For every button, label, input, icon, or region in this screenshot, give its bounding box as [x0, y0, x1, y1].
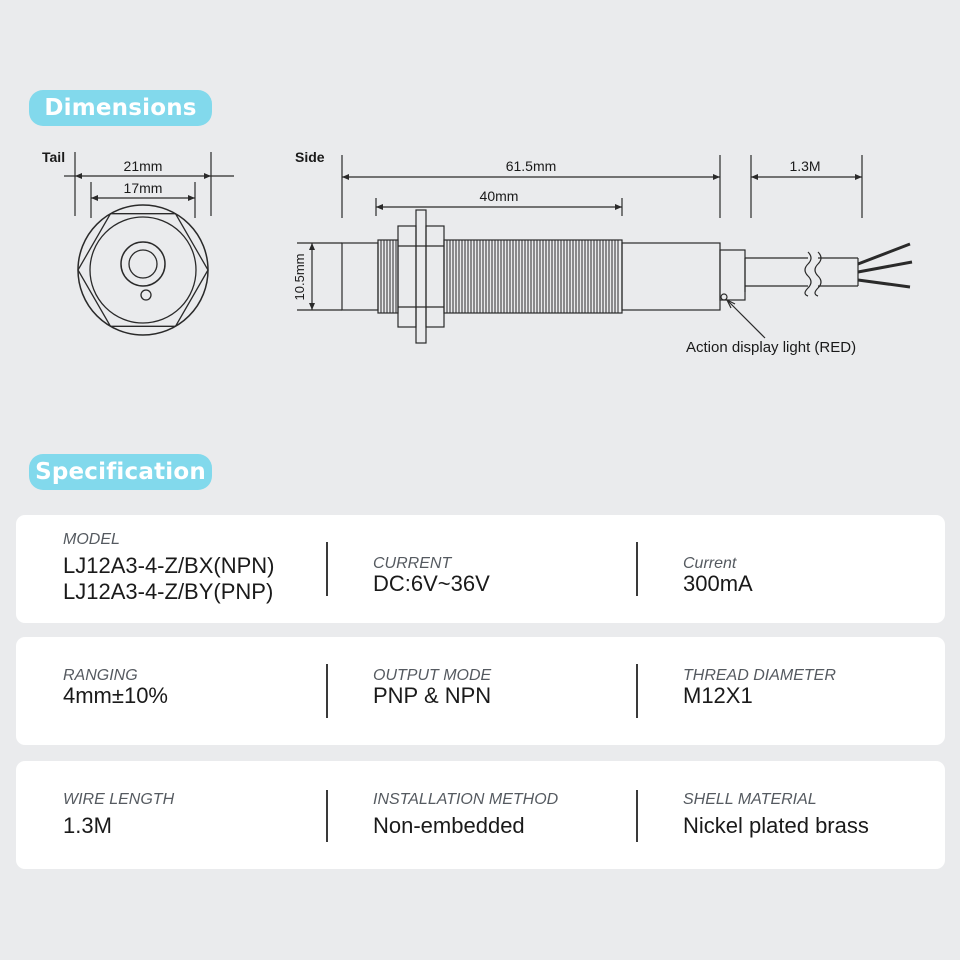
- indicator-light-callout: Action display light (RED): [686, 339, 857, 356]
- spec-value: M12X1: [683, 683, 753, 708]
- spec-cell-shell-material: [636, 761, 945, 869]
- spec-label: THREAD DIAMETER: [683, 667, 836, 684]
- spec-value: Non-embedded: [373, 813, 525, 838]
- spec-label: OUTPUT MODE: [373, 667, 492, 684]
- spec-label: Current: [683, 555, 737, 572]
- spec-cell-thread-diameter: [636, 637, 945, 745]
- spec-cell-installation-method: [326, 761, 636, 869]
- specification-section-title: Specification: [29, 454, 212, 490]
- thread-length-dimension: 40mm: [479, 188, 519, 204]
- tail-label: Tail: [42, 149, 66, 165]
- spec-value: PNP & NPN: [373, 683, 492, 708]
- spec-value: DC:6V~36V: [373, 571, 490, 596]
- spec-cell-wire-length: [16, 761, 326, 869]
- spec-label: MODEL: [63, 531, 120, 548]
- spec-card-3: [16, 761, 945, 869]
- spec-value: 1.3M: [63, 813, 112, 838]
- tail-inner-dimension: 17mm: [123, 180, 163, 196]
- spec-cell-voltage: [326, 515, 636, 623]
- spec-value: LJ12A3-4-Z/BX(NPN): [63, 553, 275, 578]
- sensor-dimension-diagram: [0, 140, 960, 380]
- cable-length-dimension: 1.3M: [789, 158, 821, 174]
- spec-label: CURRENT: [373, 555, 452, 572]
- spec-cell-ranging: [16, 637, 326, 745]
- spec-cell-current: [636, 515, 945, 623]
- dimensions-section-title: Dimensions: [29, 90, 212, 126]
- total-length-dimension: 61.5mm: [505, 158, 557, 174]
- spec-label: RANGING: [63, 667, 138, 684]
- spec-card-1: [16, 515, 945, 623]
- spec-value: 4mm±10%: [63, 683, 168, 708]
- spec-cell-output-mode: [326, 637, 636, 745]
- spec-label: INSTALLATION METHOD: [373, 791, 559, 808]
- spec-value: Nickel plated brass: [683, 813, 869, 838]
- body-diameter-dimension: 10.5mm: [292, 253, 307, 301]
- tail-outer-dimension: 21mm: [123, 158, 163, 174]
- side-label: Side: [295, 149, 325, 165]
- spec-label: SHELL MATERIAL: [683, 791, 817, 808]
- spec-value: 300mA: [683, 571, 753, 596]
- spec-value: LJ12A3-4-Z/BY(PNP): [63, 579, 274, 604]
- side-view-drawing: [297, 155, 912, 343]
- spec-card-2: [16, 637, 945, 745]
- spec-label: WIRE LENGTH: [63, 791, 175, 808]
- spec-cell-model: [16, 515, 326, 623]
